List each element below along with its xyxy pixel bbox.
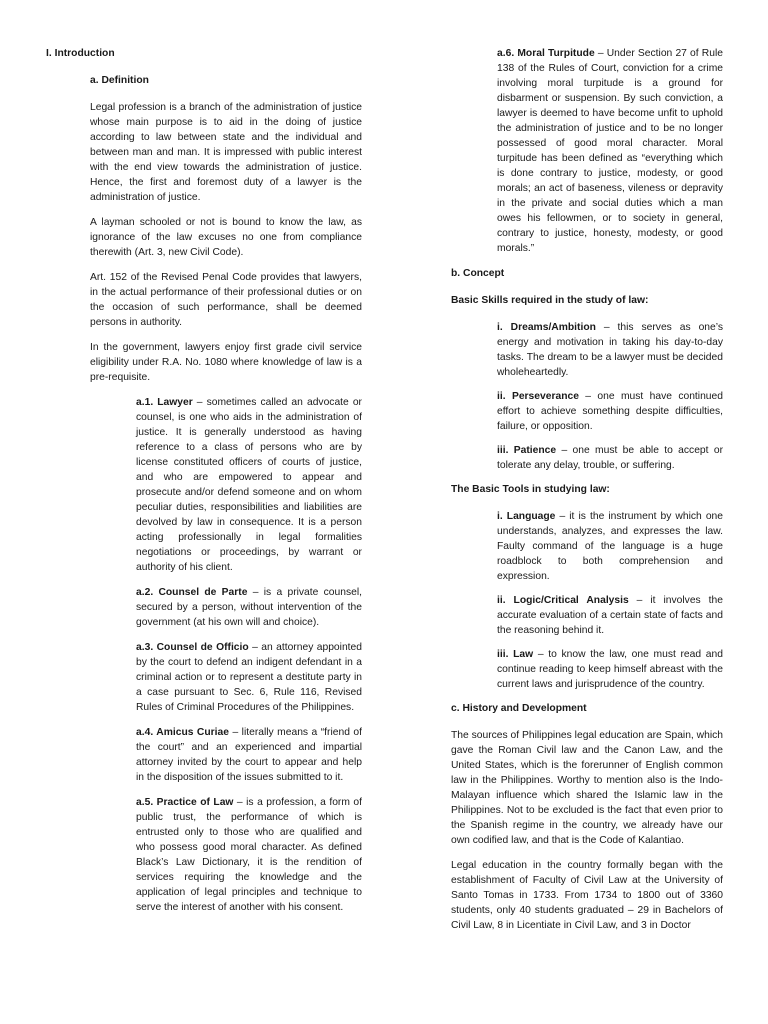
text-law: – to know the law, one must read and continue reading to keep himself abreast with the current laws and jurisprudence of the country. [497, 649, 723, 690]
term-practice-of-law: a.5. Practice of Law [136, 797, 234, 808]
term-law: iii. Law [497, 649, 534, 660]
term-perseverance: ii. Perseverance [497, 391, 579, 402]
paragraph-sources: The sources of Philippines legal education are Spain, which gave the Roman Civil law and the Canon Law, and the United States, which is the forerunner of English common law in the Philippines. Worthy to mention also is the Indo-Malayan influence which shared the Islamic law in the Philippines. Not to be excluded is the fact that even prior to the Spanish regime in the country, we already have our own codified law, and that is the Code of Kalantiao. [451, 730, 723, 846]
definition-counsel-de-parte [136, 585, 362, 630]
text-practice-of-law: – is a profession, a form of public trust, the performance of which is entrusted only to those who are qualified and who possess good moral character. As defined Black’s Law Dictionary, it is the rendition of services requiring the knowledge and the application of legal principles and technique to serve the interest of another with his consent. [136, 797, 362, 913]
skill-patience [497, 443, 723, 473]
paragraph-government: In the government, lawyers enjoy first grade civil service eligibility under R.A. No. 1080 where knowledge of law is a pre-requisite. [90, 342, 362, 383]
subheading-concept: b. Concept [451, 268, 505, 279]
subheading-history: c. History and Development [451, 703, 587, 714]
paragraph-legal-education: Legal education in the country formally began with the establishment of Faculty of Civil Law at the University of Santo Tomas in 1733. From 1734 to 1800 out of 3360 students, only 40 students graduated – 29 in Bachelors of Civil Law, 8 in Licentiate in Civil Law, and 3 in Doctor [451, 860, 723, 931]
text-amicus-curiae: – literally means a “friend of the court” and an experienced and impartial attorney invited by the court to appear and help in the disposition of the issues submitted to it. [136, 727, 362, 783]
section-heading-introduction: I. Introduction [46, 48, 115, 59]
term-lawyer: a.1. Lawyer [136, 397, 193, 408]
heading-basic-skills: Basic Skills required in the study of law: [451, 295, 649, 306]
tool-law [497, 647, 723, 692]
text-lawyer: – sometimes called an advocate or counsel, is one who aids in the administration of justice. It is generally understood as having reference to a class of persons who are by license constituted officers of courts of justice, and who are empowered to appear and prosecute and/or defend someone and on whom peculiar duties, responsibilities and liabilities are devolved by law in consequence. It is a person acting professionally in legal formalities negotiations or proceedings, by warrant or authority of his client. [136, 397, 362, 573]
left-column [46, 46, 362, 925]
subheading-definition: a. Definition [90, 75, 149, 86]
definition-counsel-de-officio [136, 640, 362, 715]
definition-lawyer [136, 395, 362, 575]
term-language: i. Language [497, 511, 556, 522]
definition-practice-of-law [136, 795, 362, 915]
heading-basic-tools: The Basic Tools in studying law: [451, 484, 610, 495]
term-amicus-curiae: a.4. Amicus Curiae [136, 727, 229, 738]
paragraph-legal-profession: Legal profession is a branch of the administration of justice whose main purpose is to aid in the doing of justice according to law between state and the individual and between man and man. It is impressed with public interest with the end view towards the administration of justice. Hence, the first and foremost duty of a lawyer is the administration of justice. [90, 102, 362, 203]
term-counsel-de-parte: a.2. Counsel de Parte [136, 587, 248, 598]
text-counsel-de-parte: – is a private counsel, secured by a person, without intervention of the government (at his own will and choice). [136, 587, 363, 628]
skill-dreams-ambition [497, 320, 723, 380]
tool-logic [497, 593, 723, 638]
tool-language [497, 509, 723, 584]
text-patience: – one must be able to accept or tolerate any delay, trouble, or suffering. [497, 445, 723, 471]
text-counsel-de-officio: – an attorney appointed by the court to defend an indigent defendant in a criminal action or to represent a destitute party in a case pursuant to Sec. 6, Rule 116, Revised Rules of Criminal Procedures of the Philippines. [136, 642, 362, 713]
paragraph-art-152: Art. 152 of the Revised Penal Code provides that lawyers, in the actual performance of their professional duties or on the occasion of such performance, shall be deemed persons in authority. [90, 272, 362, 328]
term-moral-turpitude: a.6. Moral Turpitude [497, 48, 595, 59]
term-patience: iii. Patience [497, 445, 557, 456]
paragraph-layman: A layman schooled or not is bound to know the law, as ignorance of the law excuses no one from compliance therewith (Art. 3, new Civil Code). [90, 217, 362, 258]
term-counsel-de-officio: a.3. Counsel de Officio [136, 642, 249, 653]
right-column [451, 46, 723, 943]
skill-perseverance [497, 389, 723, 434]
term-logic: ii. Logic/Critical Analysis [497, 595, 629, 606]
text-language: – it is the instrument by which one understands, analyzes, and expresses the law. Faulty command of the language is a huge roadblock to both comprehension and expression. [497, 511, 723, 582]
text-moral-turpitude: – Under Section 27 of Rule 138 of the Rules of Court, conviction for a crime involving moral turpitude is a ground for disbarment or suspension. By such conviction, a lawyer is deemed to have become unfit to uphold the administration of justice and to be no longer possessed of good moral character. Moral turpitude has been defined as “everything which is done contrary to justice, modesty, or good morals; an act of baseness, vileness or depravity in the private and social duties which a man owes his fellowmen, or to society in general, contrary to justice, honesty, modesty, or good morals.” [497, 48, 723, 254]
definition-amicus-curiae [136, 725, 362, 785]
term-dreams-ambition: i. Dreams/Ambition [497, 322, 596, 333]
text-logic: – it involves the accurate evaluation of a certain state of facts and the reasoning behind it. [497, 595, 723, 636]
text-perseverance: – one must have continued effort to achieve something despite difficulties, failure, or opposition. [497, 391, 723, 432]
definition-moral-turpitude [497, 46, 723, 256]
text-dreams-ambition: – this serves as one’s energy and motivation in taking his day-to-day tasks. The dream to be a lawyer must be decided wholeheartedly. [497, 322, 723, 378]
